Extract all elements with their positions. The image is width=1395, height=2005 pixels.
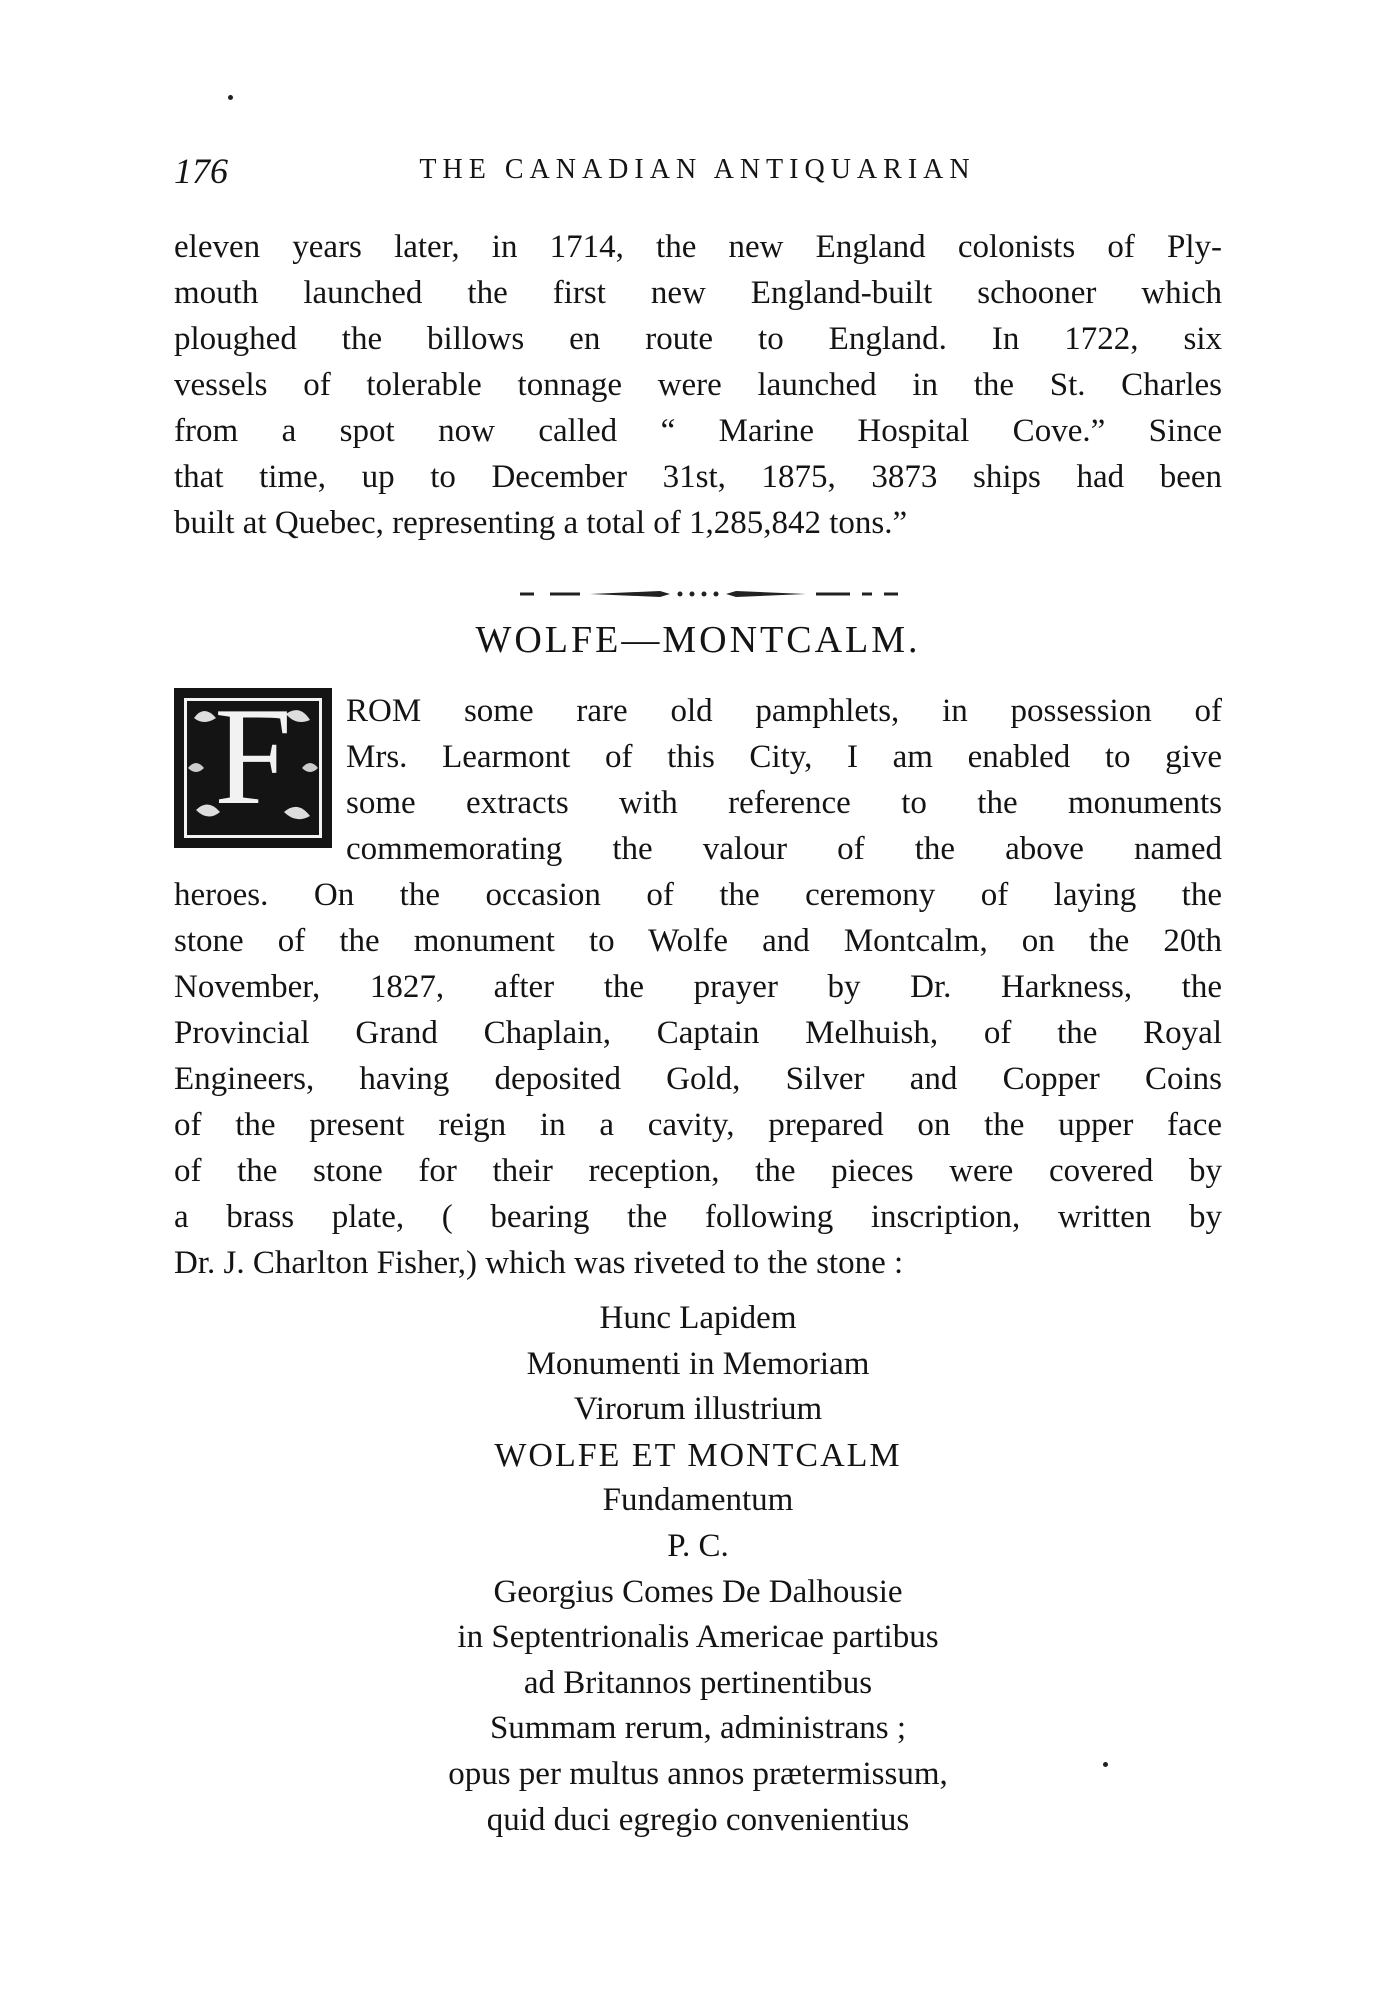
text-line: some extracts with reference to the monuments xyxy=(346,785,1222,821)
print-speck xyxy=(228,95,233,100)
text-line: Mrs. Learmont of this City, I am enabled to give xyxy=(346,739,1222,775)
text-line: built at Quebec, representing a total of 1,285,842 tons.” xyxy=(174,505,908,541)
text-line: heroes. On the occasion of the ceremony of laying the xyxy=(174,877,1222,913)
section-divider-ornament xyxy=(520,586,900,602)
paragraph-intro-indented xyxy=(346,688,1222,872)
text-line: a brass plate, ( bearing the following inscription, written by xyxy=(174,1199,1222,1235)
inscription-line: ad Britannos pertinentibus xyxy=(523,1664,873,1701)
text-line: Engineers, having deposited Gold, Silver and Copper Coins xyxy=(174,1061,1222,1097)
page-number: 176 xyxy=(174,151,228,191)
text-line: that time, up to December 31st, 1875, 3873 ships had been xyxy=(174,459,1222,495)
section-title: WOLFE—MONTCALM. xyxy=(475,619,921,661)
running-title: THE CANADIAN ANTIQUARIAN xyxy=(419,154,976,185)
inscription-line: Monumenti in Memoriam xyxy=(526,1345,870,1382)
inscription-line: P. C. xyxy=(667,1527,729,1564)
inscription-line: Georgius Comes De Dalhousie xyxy=(493,1573,903,1610)
inscription-line: WOLFE ET MONTCALM xyxy=(494,1436,902,1474)
text-line: ploughed the billows en route to England. In 1722, six xyxy=(174,321,1222,357)
latin-inscription xyxy=(174,1296,1222,1843)
decorated-initial xyxy=(174,679,332,848)
text-line: commemorating the valour of the above named xyxy=(346,831,1222,867)
text-line: of the present reign in a cavity, prepared on the upper face xyxy=(174,1107,1222,1143)
text-line: stone of the monument to Wolfe and Montcalm, on the 20th xyxy=(174,923,1222,959)
text-line: November, 1827, after the prayer by Dr. Harkness, the xyxy=(174,969,1222,1005)
inscription-line: opus per multus annos prætermissum, xyxy=(448,1755,948,1792)
drop-cap-letter: F xyxy=(214,679,292,834)
paragraph-shipbuilding xyxy=(174,224,1222,546)
text-line: ROM some rare old pamphlets, in possession of xyxy=(346,693,1222,729)
page-header xyxy=(174,150,1221,194)
paragraph-ceremony xyxy=(174,872,1222,1286)
inscription-line: Summam rerum, administrans ; xyxy=(489,1710,907,1747)
text-line: of the stone for their reception, the pieces were covered by xyxy=(174,1153,1222,1189)
text-line: mouth launched the first new England-built schooner which xyxy=(174,275,1222,311)
text-line: vessels of tolerable tonnage were launched in the St. Charles xyxy=(174,367,1222,403)
text-line: Provincial Grand Chaplain, Captain Melhuish, of the Royal xyxy=(174,1015,1222,1051)
text-line: eleven years later, in 1714, the new England colonists of Ply- xyxy=(174,229,1222,265)
inscription-line: in Septentrionalis Americae partibus xyxy=(457,1619,939,1656)
text-line: Dr. J. Charlton Fisher,) which was riveted to the stone : xyxy=(174,1245,904,1281)
inscription-line: Fundamentum xyxy=(602,1482,794,1519)
inscription-line: quid duci egregio convenientius xyxy=(486,1801,910,1838)
inscription-line: Virorum illustrium xyxy=(573,1391,823,1428)
text-line: from a spot now called “ Marine Hospital Cove.” Since xyxy=(174,413,1222,449)
inscription-line: Hunc Lapidem xyxy=(599,1300,797,1336)
